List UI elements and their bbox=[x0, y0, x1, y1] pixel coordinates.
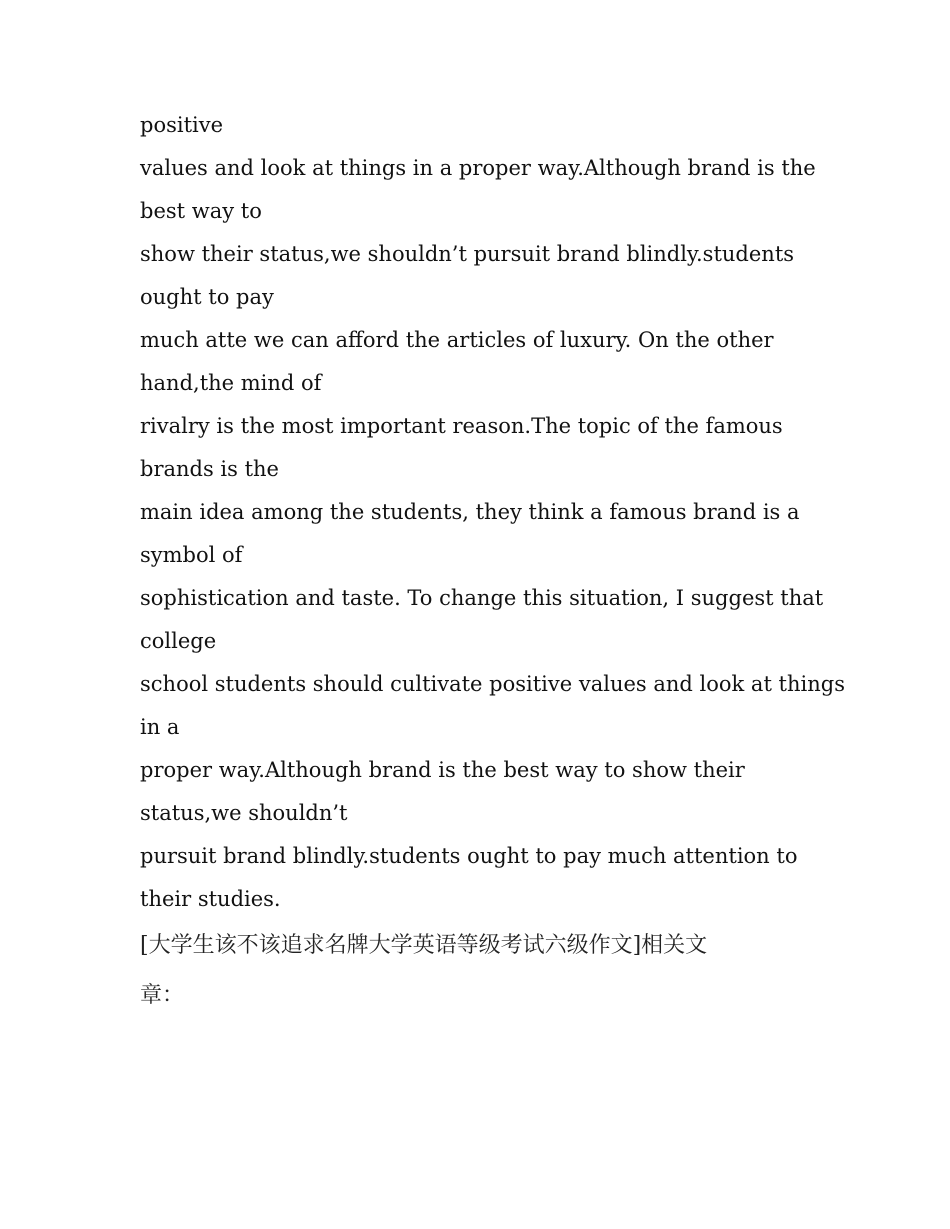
text-line: ought to pay bbox=[140, 285, 274, 309]
text-line: positive bbox=[140, 113, 224, 137]
text-line: proper way.Although brand is the best way to show their bbox=[140, 758, 745, 782]
text-line: rivalry is the most important reason.The topic of the famous bbox=[140, 414, 783, 438]
text-line: values and look at things in a proper way.Although brand is the bbox=[140, 156, 816, 180]
text-line: school students should cultivate positive values and look at things bbox=[140, 672, 845, 696]
document-body bbox=[140, 104, 845, 1021]
text-line: show their status,we shouldn’t pursuit brand blindly.students bbox=[140, 242, 795, 266]
related-articles-heading-continued: 章： bbox=[140, 983, 185, 1008]
text-line: their studies. bbox=[140, 887, 281, 911]
text-line: hand,the mind of bbox=[140, 371, 322, 395]
text-line: status,we shouldn’t bbox=[140, 801, 348, 825]
text-line: sophistication and taste. To change this situation, I suggest that bbox=[140, 586, 824, 610]
text-line: college bbox=[140, 629, 217, 653]
text-line: in a bbox=[140, 715, 180, 739]
text-line: main idea among the students, they think a famous brand is a bbox=[140, 500, 800, 524]
related-articles-heading: [大学生该不该追求名牌大学英语等级考试六级作文]相关文 bbox=[140, 933, 708, 958]
text-line: much atte we can afford the articles of luxury. On the other bbox=[140, 328, 774, 352]
text-line: symbol of bbox=[140, 543, 243, 567]
text-line: pursuit brand blindly.students ought to pay much attention to bbox=[140, 844, 798, 868]
text-line: best way to bbox=[140, 199, 262, 223]
text-line: brands is the bbox=[140, 457, 279, 481]
